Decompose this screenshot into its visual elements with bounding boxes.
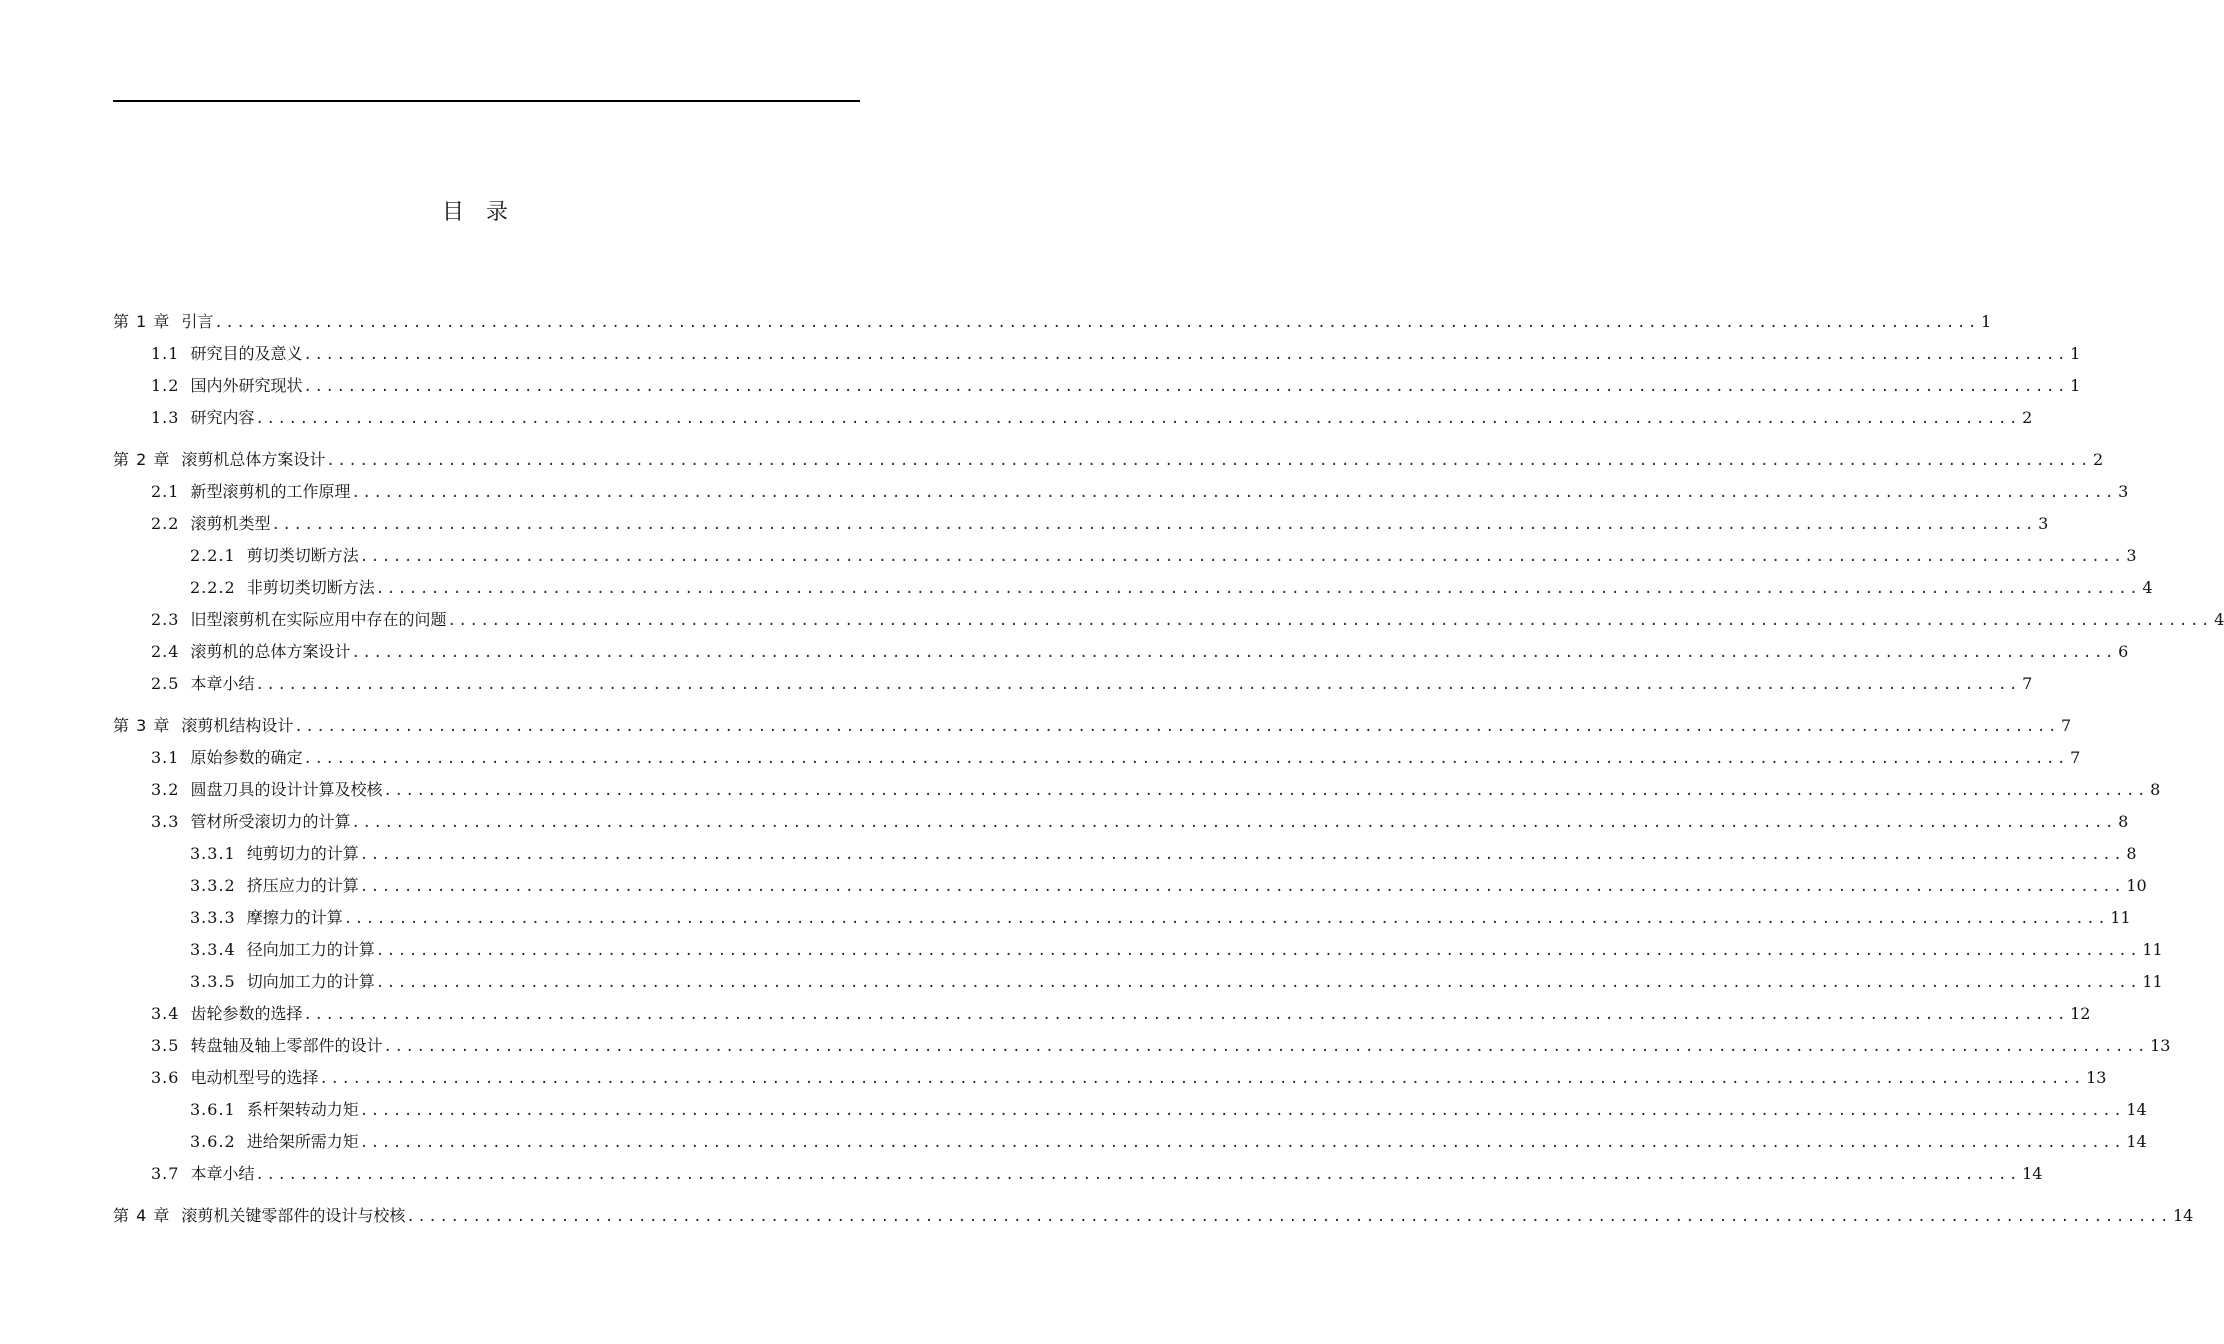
toc-dot-leader: ................................................................................................................................................................ xyxy=(375,975,2141,991)
toc-dot-leader: ................................................................................................................................................................ xyxy=(351,815,2117,831)
toc-entry-number: 3.3.2 xyxy=(190,876,236,895)
toc-entry-number: 1.1 xyxy=(151,344,180,363)
toc-page-number: 2 xyxy=(2022,408,2033,427)
toc-entry-label: 研究内容 xyxy=(190,408,255,427)
toc-chapter-entry[interactable] xyxy=(113,444,2104,476)
toc-section-entry[interactable] xyxy=(113,604,2224,636)
toc-subsection-entry[interactable] xyxy=(113,934,2163,966)
table-of-contents xyxy=(113,306,2224,1232)
toc-entry-label: 纯剪切力的计算 xyxy=(246,844,359,863)
toc-dot-leader: ................................................................................................................................................................ xyxy=(303,1007,2069,1023)
toc-page-number: 14 xyxy=(2126,1132,2147,1151)
toc-dot-leader: ................................................................................................................................................................ xyxy=(406,1209,2171,1225)
toc-dot-leader: ................................................................................................................................................................ xyxy=(359,1103,2125,1119)
toc-entry-label: 挤压应力的计算 xyxy=(246,876,359,895)
toc-page-number: 8 xyxy=(2150,780,2161,799)
toc-entry-label: 电动机型号的选择 xyxy=(190,1068,319,1087)
toc-entry-number: 3.5 xyxy=(151,1036,180,1055)
toc-dot-leader: ................................................................................................................................................................ xyxy=(447,613,2213,629)
toc-entry-label: 旧型滚剪机在实际应用中存在的问题 xyxy=(190,610,447,629)
toc-page-number: 4 xyxy=(2214,610,2224,629)
toc-entry-label: 本章小结 xyxy=(190,674,255,693)
toc-entry-number: 2.5 xyxy=(151,674,180,693)
toc-page-number: 3 xyxy=(2038,514,2049,533)
toc-section-entry[interactable] xyxy=(113,998,2091,1030)
toc-dot-leader: ................................................................................................................................................................ xyxy=(303,379,2069,395)
toc-entry-number: 3.6.1 xyxy=(190,1100,236,1119)
toc-dot-leader: ................................................................................................................................................................ xyxy=(214,315,1979,331)
toc-entry-number: 3.1 xyxy=(151,748,180,767)
toc-dot-leader: ................................................................................................................................................................ xyxy=(359,549,2125,565)
toc-subsection-entry[interactable] xyxy=(113,1126,2147,1158)
toc-page-number: 11 xyxy=(2142,940,2163,959)
toc-entry-number: 2.2.1 xyxy=(190,546,236,565)
toc-page-number: 7 xyxy=(2022,674,2033,693)
toc-entry-number: 3.3.3 xyxy=(190,908,236,927)
toc-entry-label: 摩擦力的计算 xyxy=(246,908,343,927)
toc-dot-leader: ................................................................................................................................................................ xyxy=(255,677,2021,693)
toc-dot-leader: ................................................................................................................................................................ xyxy=(351,485,2117,501)
toc-page-number: 3 xyxy=(2126,546,2137,565)
toc-entry-number: 3.2 xyxy=(151,780,180,799)
toc-section-entry[interactable] xyxy=(113,508,2049,540)
toc-page-number: 10 xyxy=(2126,876,2147,895)
toc-entry-number: 3.6.2 xyxy=(190,1132,236,1151)
toc-page-number: 8 xyxy=(2126,844,2137,863)
toc-subsection-entry[interactable] xyxy=(113,870,2147,902)
toc-page-number: 3 xyxy=(2118,482,2129,501)
toc-entry-label: 系杆架转动力矩 xyxy=(246,1100,359,1119)
toc-section-entry[interactable] xyxy=(113,338,2081,370)
toc-dot-leader: ................................................................................................................................................................ xyxy=(375,581,2141,597)
toc-page-number: 2 xyxy=(2092,450,2104,469)
toc-subsection-entry[interactable] xyxy=(113,966,2163,998)
toc-entry-number: 第 3 章 xyxy=(113,716,171,735)
toc-page-number: 13 xyxy=(2150,1036,2171,1055)
toc-page-number: 14 xyxy=(2172,1206,2194,1225)
toc-dot-leader: ................................................................................................................................................................ xyxy=(319,1071,2085,1087)
toc-entry-number: 2.1 xyxy=(151,482,180,501)
toc-entry-label: 径向加工力的计算 xyxy=(246,940,375,959)
toc-subsection-entry[interactable] xyxy=(113,838,2137,870)
toc-dot-leader: ................................................................................................................................................................ xyxy=(383,783,2149,799)
toc-dot-leader: ................................................................................................................................................................ xyxy=(359,847,2125,863)
toc-entry-label: 本章小结 xyxy=(190,1164,255,1183)
toc-entry-label: 引言 xyxy=(181,312,214,331)
toc-page-number: 13 xyxy=(2086,1068,2107,1087)
toc-entry-label: 切向加工力的计算 xyxy=(246,972,375,991)
toc-dot-leader: ................................................................................................................................................................ xyxy=(303,751,2069,767)
toc-entry-number: 3.7 xyxy=(151,1164,180,1183)
toc-entry-label: 滚剪机关键零部件的设计与校核 xyxy=(181,1206,406,1225)
toc-entry-number: 第 1 章 xyxy=(113,312,171,331)
toc-entry-label: 国内外研究现状 xyxy=(190,376,303,395)
toc-entry-number: 1.3 xyxy=(151,408,180,427)
toc-entry-number: 第 2 章 xyxy=(113,450,171,469)
toc-page-number: 4 xyxy=(2142,578,2153,597)
toc-page-number: 1 xyxy=(2070,344,2081,363)
toc-page-number: 7 xyxy=(2070,748,2081,767)
toc-chapter-entry[interactable] xyxy=(113,306,1992,338)
toc-page-number: 1 xyxy=(2070,376,2081,395)
toc-section-entry[interactable] xyxy=(113,668,2033,700)
toc-dot-leader: ................................................................................................................................................................ xyxy=(359,879,2125,895)
toc-page-number: 11 xyxy=(2110,908,2131,927)
toc-entry-label: 剪切类切断方法 xyxy=(246,546,359,565)
toc-page-number: 8 xyxy=(2118,812,2129,831)
toc-section-entry[interactable] xyxy=(113,1062,2107,1094)
toc-entry-number: 1.2 xyxy=(151,376,180,395)
toc-dot-leader: ................................................................................................................................................................ xyxy=(326,453,2091,469)
toc-chapter-entry[interactable] xyxy=(113,710,2072,742)
toc-section-entry[interactable] xyxy=(113,636,2129,668)
toc-entry-label: 圆盘刀具的设计计算及校核 xyxy=(190,780,383,799)
page-title: 目录 xyxy=(441,200,530,225)
toc-dot-leader: ................................................................................................................................................................ xyxy=(294,719,2059,735)
toc-entry-label: 管材所受滚切力的计算 xyxy=(190,812,351,831)
toc-dot-leader: ................................................................................................................................................................ xyxy=(255,1167,2021,1183)
toc-entry-number: 2.3 xyxy=(151,610,180,629)
toc-dot-leader: ................................................................................................................................................................ xyxy=(343,911,2109,927)
toc-entry-label: 研究目的及意义 xyxy=(190,344,303,363)
toc-entry-number: 3.4 xyxy=(151,1004,180,1023)
toc-dot-leader: ................................................................................................................................................................ xyxy=(255,411,2021,427)
toc-entry-number: 3.6 xyxy=(151,1068,180,1087)
toc-page-number: 11 xyxy=(2142,972,2163,991)
toc-entry-label: 滚剪机结构设计 xyxy=(181,716,294,735)
toc-section-entry[interactable] xyxy=(113,402,2033,434)
toc-page-number: 6 xyxy=(2118,642,2129,661)
toc-section-entry[interactable] xyxy=(113,774,2161,806)
toc-entry-label: 原始参数的确定 xyxy=(190,748,303,767)
toc-entry-number: 3.3.4 xyxy=(190,940,236,959)
toc-page-number: 7 xyxy=(2060,716,2072,735)
toc-entry-number: 3.3.1 xyxy=(190,844,236,863)
toc-section-entry[interactable] xyxy=(113,1158,2043,1190)
toc-entry-number: 3.3.5 xyxy=(190,972,236,991)
toc-entry-label: 转盘轴及轴上零部件的设计 xyxy=(190,1036,383,1055)
toc-entry-number: 2.2.2 xyxy=(190,578,236,597)
toc-section-entry[interactable] xyxy=(113,806,2129,838)
toc-subsection-entry[interactable] xyxy=(113,1094,2147,1126)
toc-entry-label: 新型滚剪机的工作原理 xyxy=(190,482,351,501)
toc-section-entry[interactable] xyxy=(113,1030,2171,1062)
toc-dot-leader: ................................................................................................................................................................ xyxy=(375,943,2141,959)
toc-dot-leader: ................................................................................................................................................................ xyxy=(359,1135,2125,1151)
toc-section-entry[interactable] xyxy=(113,476,2129,508)
header-rule xyxy=(113,100,860,102)
toc-entry-label: 进给架所需力矩 xyxy=(246,1132,359,1151)
toc-page-number: 14 xyxy=(2022,1164,2043,1183)
toc-entry-label: 滚剪机的总体方案设计 xyxy=(190,642,351,661)
toc-subsection-entry[interactable] xyxy=(113,540,2137,572)
toc-section-entry[interactable] xyxy=(113,742,2081,774)
toc-chapter-entry[interactable] xyxy=(113,1200,2194,1232)
toc-dot-leader: ................................................................................................................................................................ xyxy=(383,1039,2149,1055)
toc-subsection-entry[interactable] xyxy=(113,572,2153,604)
toc-dot-leader: ................................................................................................................................................................ xyxy=(351,645,2117,661)
toc-subsection-entry[interactable] xyxy=(113,902,2131,934)
toc-page-number: 12 xyxy=(2070,1004,2091,1023)
toc-dot-leader: ................................................................................................................................................................ xyxy=(271,517,2037,533)
toc-entry-label: 齿轮参数的选择 xyxy=(190,1004,303,1023)
toc-entry-number: 3.3 xyxy=(151,812,180,831)
toc-entry-label: 非剪切类切断方法 xyxy=(246,578,375,597)
toc-entry-label: 滚剪机总体方案设计 xyxy=(181,450,326,469)
toc-section-entry[interactable] xyxy=(113,370,2081,402)
toc-entry-number: 2.2 xyxy=(151,514,180,533)
toc-entry-label: 滚剪机类型 xyxy=(190,514,271,533)
toc-page-number: 14 xyxy=(2126,1100,2147,1119)
toc-dot-leader: ................................................................................................................................................................ xyxy=(303,347,2069,363)
toc-page-number: 1 xyxy=(1980,312,1992,331)
toc-entry-number: 2.4 xyxy=(151,642,180,661)
toc-entry-number: 第 4 章 xyxy=(113,1206,171,1225)
